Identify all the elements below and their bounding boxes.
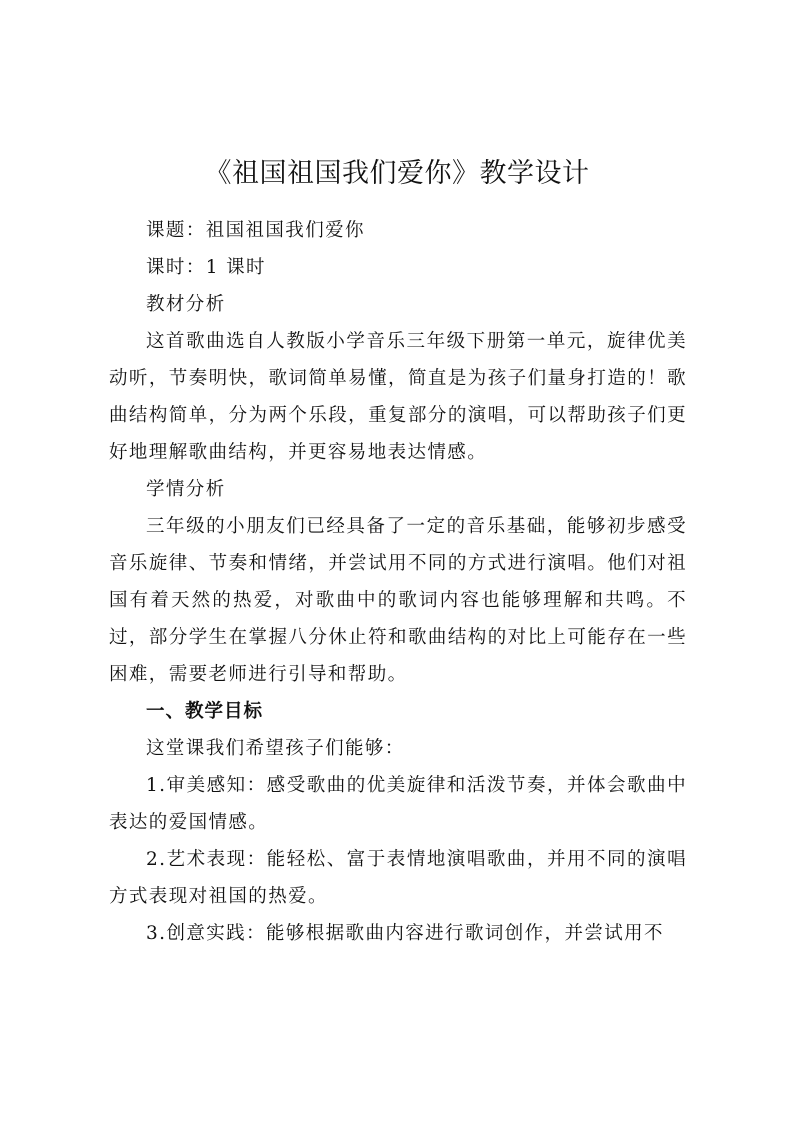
goal-item-1: 1.审美感知：感受歌曲的优美旋律和活泼节奏，并体会歌曲中表达的爱国情感。: [109, 775, 687, 833]
document-body: [109, 212, 687, 952]
material-analysis-paragraph: 这首歌曲选自人教版小学音乐三年级下册第一单元，旋律优美动听，节奏明快，歌词简单易懂，简直是为孩子们量身打造的！歌曲结构简单，分为两个乐段，重复部分的演唱，可以帮助孩子们更好地理解歌曲结构，并更容易地表达情感。: [109, 331, 687, 463]
goal-item-2: 2.艺术表现：能轻松、富于表情地演唱歌曲，并用不同的演唱方式表现对祖国的热爱。: [109, 849, 687, 907]
learner-analysis-paragraph: 三年级的小朋友们已经具备了一定的音乐基础，能够初步感受音乐旋律、节奏和情绪，并尝试用不同的方式进行演唱。他们对祖国有着天然的热爱，对歌曲中的歌词内容也能够理解和共鸣。不过，部分学生在掌握八分休止符和歌曲结构的对比上可能存在一些困难，需要老师进行引导和帮助。: [109, 516, 687, 685]
teaching-goals-intro: 这堂课我们希望孩子们能够：: [146, 738, 405, 759]
learner-analysis-heading: 学情分析: [146, 479, 226, 500]
goal-item-3: 3.创意实践：能够根据歌曲内容进行歌词创作，并尝试用不: [146, 923, 664, 944]
teaching-goals-heading: 一、教学目标: [146, 701, 264, 722]
material-analysis-heading: 教材分析: [146, 294, 226, 315]
document-title: 《祖国祖国我们爱你》教学设计: [204, 158, 590, 189]
subject-line: 课题：祖国祖国我们爱你: [146, 220, 365, 241]
duration-line: 课时：1 课时: [146, 257, 266, 278]
